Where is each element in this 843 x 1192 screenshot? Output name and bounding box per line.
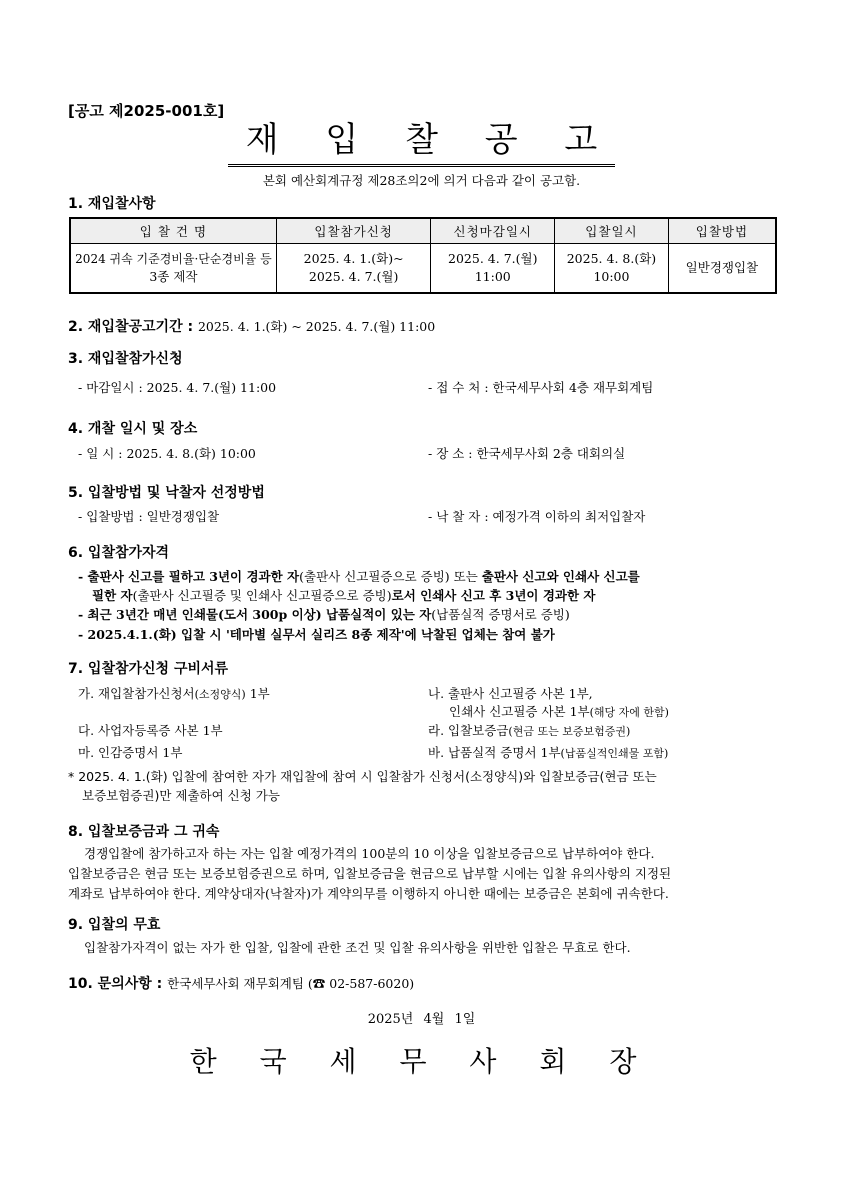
doc-na-line2: [449, 702, 669, 720]
sec6-l1-bold: - 출판사 신고를 필하고 3년이 경과한 자: [78, 569, 300, 584]
sec9-line1: 입찰참가자격이 없는 자가 한 입찰, 입찰에 관한 조건 및 입찰 유의사항을 위반한 입찰은 무효로 한다.: [84, 940, 631, 955]
sec6-line1: [78, 567, 640, 585]
sec5-heading: 5. 입찰방법 및 낙찰자 선정방법: [68, 485, 265, 501]
th-deadline: 신청마감일시: [431, 218, 555, 244]
doc-ra: [428, 721, 630, 739]
cell-name-line2: 3종 제작: [149, 269, 198, 284]
sec5-method: - 입찰방법 : 일반경쟁입찰: [78, 509, 220, 524]
doc-ba: [428, 743, 668, 761]
sec8-body: [68, 844, 776, 904]
sec7-note: [68, 767, 788, 805]
sec10-line: [68, 973, 414, 993]
doc-ga-small: (소정양식): [194, 688, 246, 701]
th-method: 입찰방법: [668, 218, 776, 244]
doc-na2-small: (해당 자에 한함): [589, 706, 669, 719]
th-name: 입 찰 건 명: [70, 218, 276, 244]
cell-name-line1: 2024 귀속 기준경비율·단순경비율 등: [75, 252, 272, 266]
sec3-deadline: - 마감일시 : 2025. 4. 7.(월) 11:00: [78, 380, 277, 395]
cell-apply-line1: 2025. 4. 1.(화)~: [303, 251, 404, 266]
document-title: 재 입 찰 공 고: [228, 118, 615, 167]
cell-deadline: [431, 244, 555, 294]
doc-ga-text: 가. 재입찰참가신청서: [78, 686, 195, 701]
intro-text: 본회 예산회계규정 제28조의2에 의거 다음과 같이 공고함.: [262, 173, 581, 188]
sec6-l1-bold2: 출판사 신고와 인쇄사 신고를: [481, 569, 640, 584]
sec6-line3: [78, 605, 570, 623]
sec2-heading: 2. 재입찰공고기간 :: [68, 319, 194, 335]
doc-ma: 마. 인감증명서 1부: [78, 745, 183, 760]
cell-apply: [276, 244, 431, 294]
doc-ba-text: 바. 납품실적 증명서 1부: [428, 745, 561, 760]
cell-apply-line2: 2025. 4. 7.(월): [308, 269, 399, 284]
cell-deadline-line2: 11:00: [474, 269, 511, 284]
sec8-line3: 계좌로 납부하여야 한다. 계약상대자(낙찰자)가 계약의무를 이행하지 아니한 때에는 보증금은 본회에 귀속한다.: [68, 886, 669, 901]
cell-bid-date-line1: 2025. 4. 8.(화): [566, 251, 657, 266]
sec6-line4: [78, 625, 555, 643]
sec9-body: [68, 938, 776, 958]
doc-ga: [78, 684, 270, 702]
sec3-heading: 3. 재입찰참가신청: [68, 351, 183, 367]
sec4-place: - 장 소 : 한국세무사회 2층 대회의실: [428, 446, 626, 461]
sec6-line2: [92, 586, 595, 604]
sec7-heading: 7. 입찰참가신청 구비서류: [68, 661, 229, 677]
sec8-line2: 입찰보증금은 현금 또는 보증보험증권으로 하며, 입찰보증금을 현금으로 납부할 시에는 입찰 유의사항의 지정된: [68, 866, 672, 881]
sec5-winner: - 낙 찰 자 : 예정가격 이하의 최저입찰자: [428, 509, 646, 524]
sec6-l2-bold: 필한 자: [92, 588, 133, 603]
notice-number: [공고 제2025-001호]: [68, 102, 225, 120]
doc-ra-text: 라. 입찰보증금: [428, 723, 509, 738]
table-header-row: [70, 218, 776, 244]
rebid-table: [69, 217, 777, 294]
sec6-l3-bold: - 최근 3년간 매년 인쇄물(도서 300p 이상) 납품실적이 있는 자: [78, 607, 432, 622]
cell-bid-date: [555, 244, 669, 294]
doc-ra-small: (현금 또는 보증보험증권): [508, 725, 631, 738]
sec10-heading: 10. 문의사항 :: [68, 976, 163, 992]
sec6-l1-or: 또는: [449, 569, 482, 584]
sec9-heading: 9. 입찰의 무효: [68, 917, 161, 933]
sec4-datetime: - 일 시 : 2025. 4. 8.(화) 10:00: [78, 446, 256, 461]
doc-ba-small: (납품실적인쇄물 포함): [560, 747, 669, 760]
sec7-note-line1: * 2025. 4. 1.(화) 입찰에 참여한 자가 재입찰에 참여 시 입찰참가 신청서(소정양식)와 입찰보증금(현금 또는: [68, 769, 657, 784]
document-title-wrap: [0, 118, 843, 167]
notice-date: 2025년 4월 1일: [367, 1012, 476, 1027]
sec10-value: 한국세무사회 재무회계팀 (☎ 02-587-6020): [167, 976, 415, 991]
sec8-heading: 8. 입찰보증금과 그 귀속: [68, 824, 220, 840]
sec4-heading: 4. 개찰 일시 및 장소: [68, 421, 198, 437]
sec6-l3-proof: (납품실적 증명서로 증빙): [431, 607, 570, 622]
cell-method: 일반경쟁입찰: [668, 244, 776, 294]
sec3-receipt: - 접 수 처 : 한국세무사회 4층 재무회계팀: [428, 380, 654, 395]
sec6-l1-proof: (출판사 신고필증으로 증빙): [299, 569, 450, 584]
cell-bid-date-line2: 10:00: [593, 269, 630, 284]
table-row: [70, 244, 776, 294]
sec7-note-line2: 보증보험증권)만 제출하여 신청 가능: [82, 788, 280, 803]
cell-name: [70, 244, 276, 294]
sec6-l2-proof: (출판사 신고필증 및 인쇄사 신고필증으로 증빙): [132, 588, 392, 603]
sec6-l4-bold: - 2025.4.1.(화) 입찰 시 '테마별 실무서 실리즈 8종 제작'에 낙찰된 업체는 참여 불가: [78, 627, 555, 642]
doc-da: 다. 사업자등록증 사본 1부: [78, 723, 223, 738]
doc-ga-tail: 1부: [245, 686, 270, 701]
sec8-line1: 경쟁입찰에 참가하고자 하는 자는 입찰 예정가격의 100분의 10 이상을 입찰보증금으로 납부하여야 한다.: [84, 846, 655, 861]
sec6-l2-bold2: 로서 인쇄사 신고 후 3년이 경과한 자: [391, 588, 596, 603]
sec6-heading: 6. 입찰참가자격: [68, 545, 170, 561]
sec2-line: [68, 316, 435, 336]
th-apply: 입찰참가신청: [276, 218, 431, 244]
sec1-heading: 1. 재입찰사항: [68, 196, 156, 212]
signature: 한 국 세 무 사 회 장: [189, 1045, 654, 1078]
doc-na: 나. 출판사 신고필증 사본 1부,: [428, 686, 593, 701]
sec2-value: 2025. 4. 1.(화) ~ 2025. 4. 7.(월) 11:00: [197, 319, 436, 334]
th-bid-date: 입찰일시: [555, 218, 669, 244]
doc-na2-text: 인쇄사 신고필증 사본 1부: [449, 704, 590, 719]
cell-deadline-line1: 2025. 4. 7.(월): [448, 251, 538, 266]
